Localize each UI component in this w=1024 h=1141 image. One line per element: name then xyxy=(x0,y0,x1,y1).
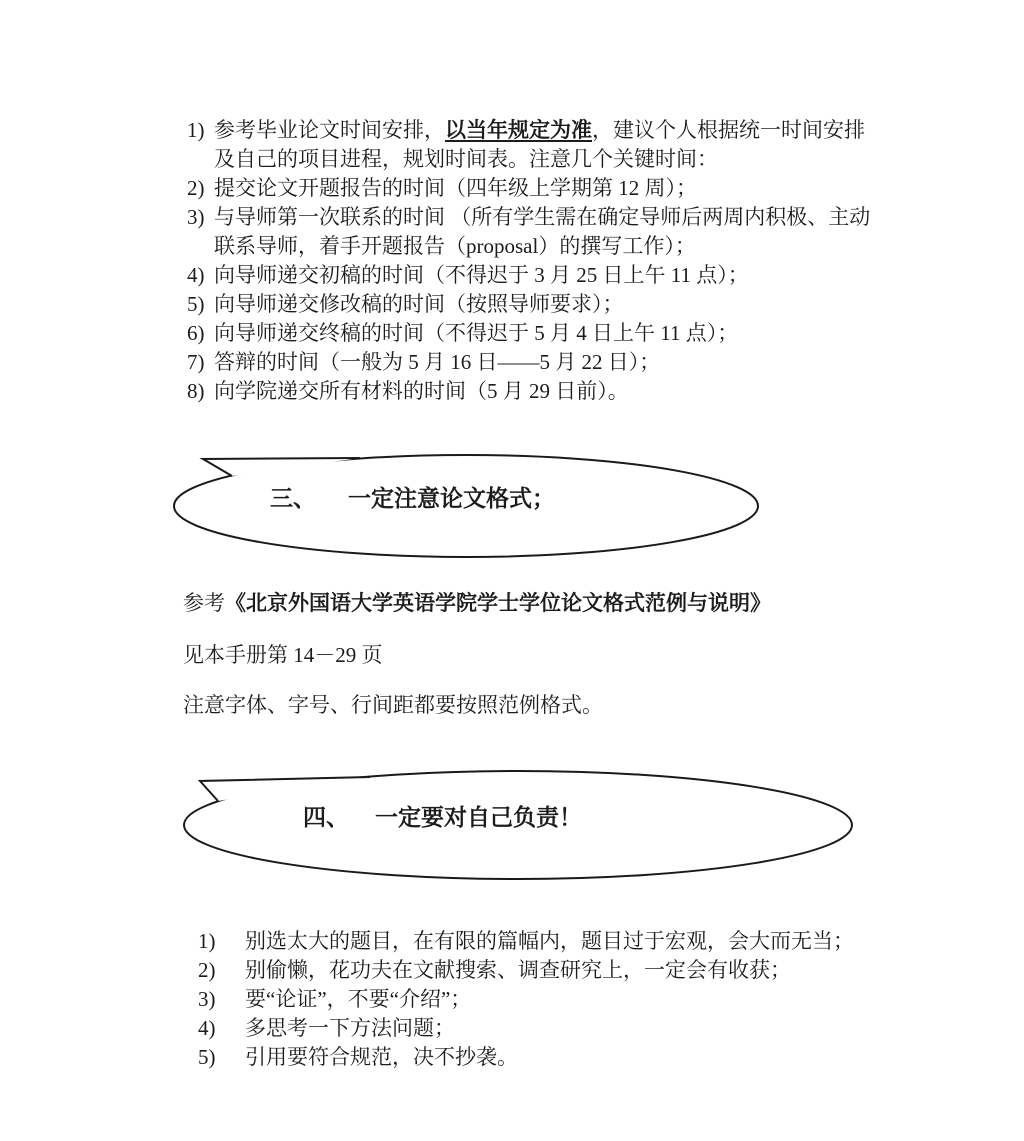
reference-pre: 参考 xyxy=(183,591,225,615)
bottom-list xyxy=(198,927,854,1072)
item-number: 8) xyxy=(187,379,205,403)
item-text: 提交论文开题报告的时间（四年级上学期第 12 周）； xyxy=(214,176,697,200)
reference-title: 《北京外国语大学英语学院学士学位论文格式范例与说明》 xyxy=(225,591,771,615)
item-text: 向学院递交所有材料的时间（5 月 29 日前）。 xyxy=(214,379,629,403)
item-text: 向导师递交修改稿的时间（按照导师要求）； xyxy=(214,292,624,316)
item-number: 3) xyxy=(187,205,205,229)
callout-text: 一定注意论文格式； xyxy=(348,486,555,511)
item-number: 4) xyxy=(187,263,205,287)
format-note-line: 注意字体、字号、行间距都要按照范例格式。 xyxy=(183,693,603,717)
item-line: 与导师第一次联系的时间 （所有学生需在确定导师后两周内积极、主动 xyxy=(214,205,871,229)
item-text: 向导师递交初稿的时间（不得迟于 3 月 25 日上午 11 点）； xyxy=(214,263,749,287)
item-number: 2) xyxy=(198,958,216,982)
item-number: 2) xyxy=(187,176,205,200)
callout-text: 一定要对自己负责！ xyxy=(375,805,582,830)
item-number: 4) xyxy=(198,1016,216,1040)
item-text: 引用要符合规范，决不抄袭。 xyxy=(245,1045,518,1069)
list-item xyxy=(187,319,870,348)
callout-label: 四、 xyxy=(303,805,349,830)
reference-line xyxy=(183,589,771,618)
callout-label: 三、 xyxy=(270,486,316,511)
item-text: 多思考一下方法问题； xyxy=(245,1016,455,1040)
item-text: 别选太大的题目，在有限的篇幅内，题目过于宏观，会大而无当； xyxy=(245,929,854,953)
list-item xyxy=(198,1014,854,1043)
callout-three xyxy=(270,485,555,513)
item-number: 1) xyxy=(198,929,216,953)
list-item xyxy=(187,261,870,290)
list-item xyxy=(187,290,870,319)
item-line: 联系导师，着手开题报告（proposal）的撰写工作）； xyxy=(214,234,696,258)
item-text: 别偷懒，花功夫在文献搜索、调查研究上，一定会有收获； xyxy=(245,958,791,982)
list-item xyxy=(187,116,870,174)
handbook-page-line: 见本手册第 14－29 页 xyxy=(183,643,383,667)
callout-four xyxy=(303,804,582,832)
item-number: 6) xyxy=(187,321,205,345)
list-item xyxy=(187,348,870,377)
item-text-pre: 参考毕业论文时间安排， xyxy=(214,118,445,142)
item-number: 7) xyxy=(187,350,205,374)
item-text-post: ，建议个人根据统一时间安排 xyxy=(592,118,865,142)
list-item xyxy=(198,1043,854,1072)
list-item xyxy=(187,203,870,261)
top-list xyxy=(187,116,870,406)
list-item xyxy=(198,927,854,956)
list-item xyxy=(198,956,854,985)
item-text: 向导师递交终稿的时间（不得迟于 5 月 4 日上午 11 点）； xyxy=(214,321,739,345)
item-line: 及自己的项目进程，规划时间表。注意几个关键时间： xyxy=(214,147,718,171)
item-number: 5) xyxy=(187,292,205,316)
item-text: 要“论证”，不要“介绍”； xyxy=(245,987,472,1011)
list-item xyxy=(187,377,870,406)
list-item xyxy=(187,174,870,203)
item-text xyxy=(214,203,870,261)
item-number: 3) xyxy=(198,987,216,1011)
list-item xyxy=(198,985,854,1014)
item-number: 5) xyxy=(198,1045,216,1069)
item-line xyxy=(214,116,865,145)
emphasis-underline: 以当年规定为准 xyxy=(445,118,592,142)
item-number: 1) xyxy=(187,118,205,142)
item-text xyxy=(214,116,865,174)
item-text: 答辩的时间（一般为 5 月 16 日——5 月 22 日）； xyxy=(214,350,661,374)
